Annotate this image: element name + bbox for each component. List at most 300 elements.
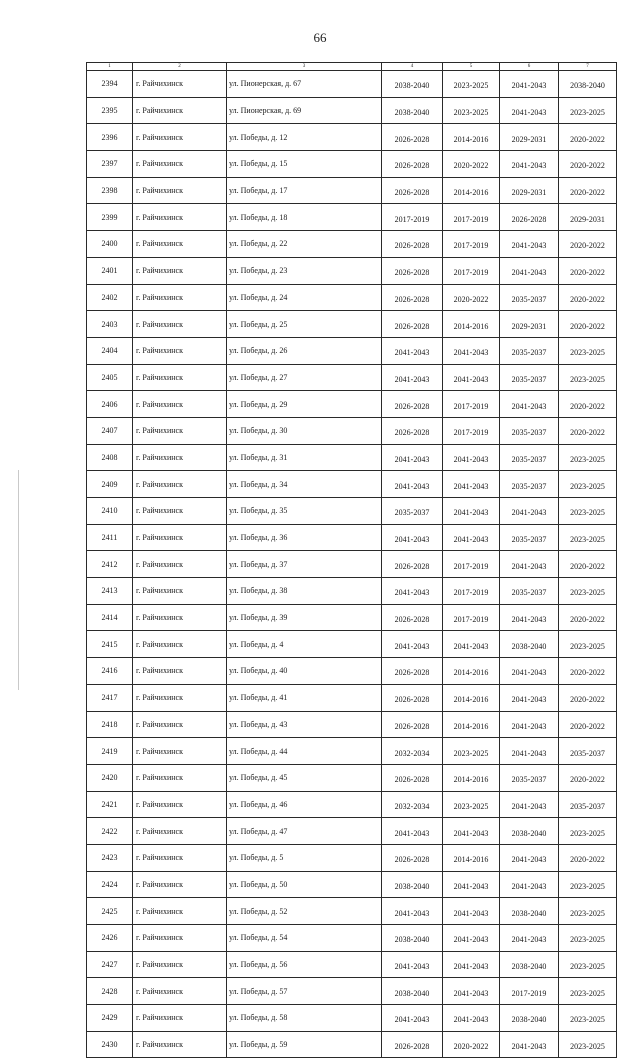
table-row (87, 604, 617, 631)
address-cell: ул. Победы, д. 4 (227, 631, 382, 658)
period-cell: 2038-2040 (500, 951, 559, 978)
city-cell: г. Райчихинск (133, 631, 227, 658)
period-cell: 2041-2043 (500, 604, 559, 631)
table-row (87, 364, 617, 391)
column-number: 2 (133, 63, 227, 71)
period-cell: 2041-2043 (500, 1031, 559, 1058)
city-cell: г. Райчихинск (133, 925, 227, 952)
row-number: 2425 (87, 898, 133, 925)
period-cell: 2023-2025 (443, 97, 500, 124)
city-cell: г. Райчихинск (133, 471, 227, 498)
period-cell: 2026-2028 (382, 1031, 443, 1058)
table-row (87, 898, 617, 925)
period-cell: 2041-2043 (443, 444, 500, 471)
table-row (87, 177, 617, 204)
column-number: 6 (500, 63, 559, 71)
period-cell: 2026-2028 (382, 177, 443, 204)
address-cell: ул. Победы, д. 43 (227, 711, 382, 738)
period-cell: 2041-2043 (443, 978, 500, 1005)
period-cell: 2020-2022 (559, 604, 617, 631)
period-cell: 2035-2037 (500, 337, 559, 364)
period-cell: 2038-2040 (382, 925, 443, 952)
period-cell: 2041-2043 (500, 151, 559, 178)
city-cell: г. Райчихинск (133, 311, 227, 338)
period-cell: 2020-2022 (559, 684, 617, 711)
table-row (87, 925, 617, 952)
period-cell: 2041-2043 (382, 631, 443, 658)
period-cell: 2041-2043 (500, 711, 559, 738)
city-cell: г. Райчихинск (133, 1005, 227, 1032)
address-cell: ул. Победы, д. 23 (227, 257, 382, 284)
period-cell: 2023-2025 (559, 498, 617, 525)
period-cell: 2041-2043 (500, 925, 559, 952)
city-cell: г. Райчихинск (133, 364, 227, 391)
address-cell: ул. Победы, д. 5 (227, 844, 382, 871)
column-number: 5 (443, 63, 500, 71)
period-cell: 2035-2037 (559, 791, 617, 818)
row-number: 2423 (87, 844, 133, 871)
city-cell: г. Райчихинск (133, 658, 227, 685)
row-number: 2429 (87, 1005, 133, 1032)
city-cell: г. Райчихинск (133, 844, 227, 871)
period-cell: 2020-2022 (559, 257, 617, 284)
period-cell: 2023-2025 (559, 978, 617, 1005)
city-cell: г. Райчихинск (133, 97, 227, 124)
period-cell: 2023-2025 (559, 925, 617, 952)
table-row (87, 711, 617, 738)
period-cell: 2035-2037 (500, 364, 559, 391)
period-cell: 2020-2022 (559, 151, 617, 178)
city-cell: г. Райчихинск (133, 791, 227, 818)
city-cell: г. Райчихинск (133, 151, 227, 178)
address-cell: ул. Победы, д. 17 (227, 177, 382, 204)
row-number: 2428 (87, 978, 133, 1005)
period-cell: 2041-2043 (443, 1005, 500, 1032)
period-cell: 2020-2022 (559, 658, 617, 685)
city-cell: г. Райчихинск (133, 764, 227, 791)
row-number: 2406 (87, 391, 133, 418)
period-cell: 2017-2019 (443, 604, 500, 631)
period-cell: 2026-2028 (382, 684, 443, 711)
period-cell: 2023-2025 (559, 524, 617, 551)
period-cell: 2041-2043 (382, 524, 443, 551)
period-cell: 2041-2043 (500, 738, 559, 765)
row-number: 2400 (87, 231, 133, 258)
address-cell: ул. Победы, д. 37 (227, 551, 382, 578)
row-number: 2411 (87, 524, 133, 551)
period-cell: 2023-2025 (559, 871, 617, 898)
period-cell: 2041-2043 (443, 631, 500, 658)
address-cell: ул. Пионерская, д. 67 (227, 71, 382, 98)
row-number: 2413 (87, 578, 133, 605)
table-row (87, 311, 617, 338)
row-number: 2398 (87, 177, 133, 204)
period-cell: 2020-2022 (443, 1031, 500, 1058)
period-cell: 2041-2043 (382, 578, 443, 605)
address-cell: ул. Победы, д. 58 (227, 1005, 382, 1032)
city-cell: г. Райчихинск (133, 204, 227, 231)
table-row (87, 658, 617, 685)
table-row (87, 391, 617, 418)
period-cell: 2041-2043 (382, 471, 443, 498)
period-cell: 2038-2040 (382, 97, 443, 124)
address-cell: ул. Победы, д. 24 (227, 284, 382, 311)
row-number: 2426 (87, 925, 133, 952)
city-cell: г. Райчихинск (133, 124, 227, 151)
address-cell: ул. Победы, д. 31 (227, 444, 382, 471)
row-number: 2419 (87, 738, 133, 765)
period-cell: 2038-2040 (382, 978, 443, 1005)
period-cell: 2026-2028 (382, 658, 443, 685)
table-body (87, 71, 617, 1058)
period-cell: 2020-2022 (559, 284, 617, 311)
row-number: 2397 (87, 151, 133, 178)
row-number: 2399 (87, 204, 133, 231)
row-number: 2417 (87, 684, 133, 711)
period-cell: 2041-2043 (500, 791, 559, 818)
period-cell: 2026-2028 (382, 124, 443, 151)
period-cell: 2020-2022 (559, 711, 617, 738)
city-cell: г. Райчихинск (133, 684, 227, 711)
period-cell: 2041-2043 (500, 231, 559, 258)
address-cell: ул. Победы, д. 45 (227, 764, 382, 791)
column-number: 4 (382, 63, 443, 71)
period-cell: 2041-2043 (500, 71, 559, 98)
period-cell: 2023-2025 (559, 818, 617, 845)
address-cell: ул. Победы, д. 18 (227, 204, 382, 231)
period-cell: 2020-2022 (559, 311, 617, 338)
address-cell: ул. Победы, д. 30 (227, 417, 382, 444)
column-number: 7 (559, 63, 617, 71)
row-number: 2421 (87, 791, 133, 818)
period-cell: 2029-2031 (559, 204, 617, 231)
row-number: 2430 (87, 1031, 133, 1058)
period-cell: 2041-2043 (500, 844, 559, 871)
city-cell: г. Райчихинск (133, 871, 227, 898)
row-number: 2408 (87, 444, 133, 471)
period-cell: 2029-2031 (500, 177, 559, 204)
address-cell: ул. Победы, д. 36 (227, 524, 382, 551)
period-cell: 2041-2043 (443, 524, 500, 551)
period-cell: 2032-2034 (382, 791, 443, 818)
table-row (87, 337, 617, 364)
period-cell: 2026-2028 (382, 551, 443, 578)
period-cell: 2014-2016 (443, 311, 500, 338)
column-number-header (87, 63, 617, 71)
period-cell: 2020-2022 (559, 417, 617, 444)
address-cell: ул. Победы, д. 56 (227, 951, 382, 978)
table-row (87, 764, 617, 791)
row-number: 2418 (87, 711, 133, 738)
table-row (87, 631, 617, 658)
table-row (87, 524, 617, 551)
period-cell: 2023-2025 (559, 1005, 617, 1032)
city-cell: г. Райчихинск (133, 978, 227, 1005)
table-row (87, 871, 617, 898)
address-cell: ул. Победы, д. 25 (227, 311, 382, 338)
address-cell: ул. Победы, д. 35 (227, 498, 382, 525)
period-cell: 2023-2025 (559, 898, 617, 925)
table-row (87, 97, 617, 124)
table-row (87, 124, 617, 151)
column-number-row (87, 63, 617, 71)
period-cell: 2041-2043 (382, 898, 443, 925)
address-cell: ул. Победы, д. 57 (227, 978, 382, 1005)
period-cell: 2023-2025 (559, 364, 617, 391)
table-row (87, 1005, 617, 1032)
column-number: 1 (87, 63, 133, 71)
period-cell: 2014-2016 (443, 684, 500, 711)
table-row (87, 257, 617, 284)
address-cell: ул. Победы, д. 34 (227, 471, 382, 498)
period-cell: 2032-2034 (382, 738, 443, 765)
address-cell: ул. Победы, д. 26 (227, 337, 382, 364)
city-cell: г. Райчихинск (133, 71, 227, 98)
table-row (87, 951, 617, 978)
period-cell: 2023-2025 (559, 444, 617, 471)
city-cell: г. Райчихинск (133, 898, 227, 925)
table-row (87, 231, 617, 258)
city-cell: г. Райчихинск (133, 738, 227, 765)
period-cell: 2023-2025 (443, 71, 500, 98)
period-cell: 2041-2043 (443, 898, 500, 925)
period-cell: 2041-2043 (443, 471, 500, 498)
period-cell: 2035-2037 (500, 444, 559, 471)
city-cell: г. Райчихинск (133, 498, 227, 525)
period-cell: 2035-2037 (500, 471, 559, 498)
period-cell: 2041-2043 (500, 391, 559, 418)
period-cell: 2035-2037 (500, 764, 559, 791)
table-row (87, 417, 617, 444)
housing-repair-schedule-table (86, 62, 617, 1058)
period-cell: 2020-2022 (559, 844, 617, 871)
period-cell: 2026-2028 (382, 604, 443, 631)
address-cell: ул. Победы, д. 41 (227, 684, 382, 711)
period-cell: 2041-2043 (382, 364, 443, 391)
period-cell: 2023-2025 (443, 791, 500, 818)
period-cell: 2017-2019 (443, 417, 500, 444)
row-number: 2404 (87, 337, 133, 364)
period-cell: 2023-2025 (559, 97, 617, 124)
table-row (87, 151, 617, 178)
address-cell: ул. Пионерская, д. 69 (227, 97, 382, 124)
address-cell: ул. Победы, д. 27 (227, 364, 382, 391)
period-cell: 2041-2043 (443, 871, 500, 898)
period-cell: 2041-2043 (382, 1005, 443, 1032)
city-cell: г. Райчихинск (133, 818, 227, 845)
period-cell: 2023-2025 (443, 738, 500, 765)
period-cell: 2023-2025 (559, 631, 617, 658)
period-cell: 2041-2043 (500, 498, 559, 525)
period-cell: 2026-2028 (500, 204, 559, 231)
period-cell: 2038-2040 (382, 71, 443, 98)
period-cell: 2023-2025 (559, 951, 617, 978)
period-cell: 2038-2040 (500, 898, 559, 925)
city-cell: г. Райчихинск (133, 417, 227, 444)
column-number: 3 (227, 63, 382, 71)
row-number: 2396 (87, 124, 133, 151)
city-cell: г. Райчихинск (133, 551, 227, 578)
row-number: 2412 (87, 551, 133, 578)
period-cell: 2020-2022 (559, 551, 617, 578)
period-cell: 2041-2043 (500, 257, 559, 284)
period-cell: 2017-2019 (443, 257, 500, 284)
table-row (87, 471, 617, 498)
city-cell: г. Райчихинск (133, 604, 227, 631)
period-cell: 2038-2040 (500, 1005, 559, 1032)
period-cell: 2017-2019 (500, 978, 559, 1005)
period-cell: 2035-2037 (382, 498, 443, 525)
city-cell: г. Райчихинск (133, 711, 227, 738)
period-cell: 2026-2028 (382, 311, 443, 338)
period-cell: 2026-2028 (382, 764, 443, 791)
address-cell: ул. Победы, д. 52 (227, 898, 382, 925)
period-cell: 2026-2028 (382, 257, 443, 284)
period-cell: 2026-2028 (382, 391, 443, 418)
period-cell: 2041-2043 (382, 444, 443, 471)
period-cell: 2041-2043 (443, 818, 500, 845)
period-cell: 2041-2043 (500, 97, 559, 124)
period-cell: 2023-2025 (559, 471, 617, 498)
city-cell: г. Райчихинск (133, 337, 227, 364)
period-cell: 2026-2028 (382, 151, 443, 178)
row-number: 2410 (87, 498, 133, 525)
period-cell: 2014-2016 (443, 764, 500, 791)
row-number: 2416 (87, 658, 133, 685)
city-cell: г. Райчихинск (133, 578, 227, 605)
row-number: 2394 (87, 71, 133, 98)
period-cell: 2026-2028 (382, 844, 443, 871)
period-cell: 2041-2043 (382, 337, 443, 364)
period-cell: 2017-2019 (443, 578, 500, 605)
period-cell: 2023-2025 (559, 337, 617, 364)
period-cell: 2020-2022 (559, 764, 617, 791)
table-row (87, 284, 617, 311)
period-cell: 2041-2043 (382, 818, 443, 845)
period-cell: 2038-2040 (382, 871, 443, 898)
period-cell: 2020-2022 (559, 177, 617, 204)
row-number: 2420 (87, 764, 133, 791)
row-number: 2403 (87, 311, 133, 338)
period-cell: 2017-2019 (443, 391, 500, 418)
row-number: 2422 (87, 818, 133, 845)
address-cell: ул. Победы, д. 59 (227, 1031, 382, 1058)
period-cell: 2035-2037 (559, 738, 617, 765)
period-cell: 2017-2019 (443, 551, 500, 578)
table-row (87, 71, 617, 98)
address-cell: ул. Победы, д. 40 (227, 658, 382, 685)
row-number: 2414 (87, 604, 133, 631)
row-number: 2427 (87, 951, 133, 978)
period-cell: 2026-2028 (382, 417, 443, 444)
table-row (87, 684, 617, 711)
address-cell: ул. Победы, д. 50 (227, 871, 382, 898)
scan-margin-mark (18, 470, 19, 690)
period-cell: 2029-2031 (500, 124, 559, 151)
period-cell: 2014-2016 (443, 711, 500, 738)
period-cell: 2017-2019 (382, 204, 443, 231)
period-cell: 2035-2037 (500, 417, 559, 444)
period-cell: 2017-2019 (443, 231, 500, 258)
period-cell: 2041-2043 (382, 951, 443, 978)
period-cell: 2023-2025 (559, 578, 617, 605)
page-number: 66 (313, 30, 327, 45)
period-cell: 2038-2040 (500, 631, 559, 658)
row-number: 2402 (87, 284, 133, 311)
address-cell: ул. Победы, д. 29 (227, 391, 382, 418)
row-number: 2405 (87, 364, 133, 391)
period-cell: 2020-2022 (443, 151, 500, 178)
table-row (87, 844, 617, 871)
table-row (87, 498, 617, 525)
period-cell: 2026-2028 (382, 711, 443, 738)
period-cell: 2041-2043 (500, 871, 559, 898)
table-row (87, 444, 617, 471)
period-cell: 2023-2025 (559, 1031, 617, 1058)
row-number: 2401 (87, 257, 133, 284)
city-cell: г. Райчихинск (133, 257, 227, 284)
table-row (87, 1031, 617, 1058)
address-cell: ул. Победы, д. 12 (227, 124, 382, 151)
period-cell: 2020-2022 (443, 284, 500, 311)
table-row (87, 204, 617, 231)
period-cell: 2035-2037 (500, 284, 559, 311)
period-cell: 2035-2037 (500, 578, 559, 605)
city-cell: г. Райчихинск (133, 1031, 227, 1058)
address-cell: ул. Победы, д. 54 (227, 925, 382, 952)
address-cell: ул. Победы, д. 46 (227, 791, 382, 818)
period-cell: 2014-2016 (443, 844, 500, 871)
row-number: 2407 (87, 417, 133, 444)
table-row (87, 551, 617, 578)
period-cell: 2014-2016 (443, 124, 500, 151)
city-cell: г. Райчихинск (133, 524, 227, 551)
period-cell: 2041-2043 (443, 925, 500, 952)
period-cell: 2041-2043 (500, 551, 559, 578)
period-cell: 2017-2019 (443, 204, 500, 231)
address-cell: ул. Победы, д. 47 (227, 818, 382, 845)
period-cell: 2041-2043 (443, 951, 500, 978)
period-cell: 2035-2037 (500, 524, 559, 551)
period-cell: 2041-2043 (443, 337, 500, 364)
row-number: 2424 (87, 871, 133, 898)
period-cell: 2038-2040 (559, 71, 617, 98)
address-cell: ул. Победы, д. 22 (227, 231, 382, 258)
period-cell: 2041-2043 (500, 658, 559, 685)
period-cell: 2041-2043 (443, 364, 500, 391)
period-cell: 2041-2043 (443, 498, 500, 525)
city-cell: г. Райчихинск (133, 951, 227, 978)
period-cell: 2020-2022 (559, 124, 617, 151)
row-number: 2415 (87, 631, 133, 658)
city-cell: г. Райчихинск (133, 231, 227, 258)
row-number: 2409 (87, 471, 133, 498)
address-cell: ул. Победы, д. 44 (227, 738, 382, 765)
period-cell: 2038-2040 (500, 818, 559, 845)
city-cell: г. Райчихинск (133, 444, 227, 471)
period-cell: 2020-2022 (559, 391, 617, 418)
table-row (87, 978, 617, 1005)
period-cell: 2029-2031 (500, 311, 559, 338)
address-cell: ул. Победы, д. 39 (227, 604, 382, 631)
table-row (87, 818, 617, 845)
table-row (87, 791, 617, 818)
table-row (87, 578, 617, 605)
period-cell: 2020-2022 (559, 231, 617, 258)
table-row (87, 738, 617, 765)
address-cell: ул. Победы, д. 15 (227, 151, 382, 178)
city-cell: г. Райчихинск (133, 177, 227, 204)
